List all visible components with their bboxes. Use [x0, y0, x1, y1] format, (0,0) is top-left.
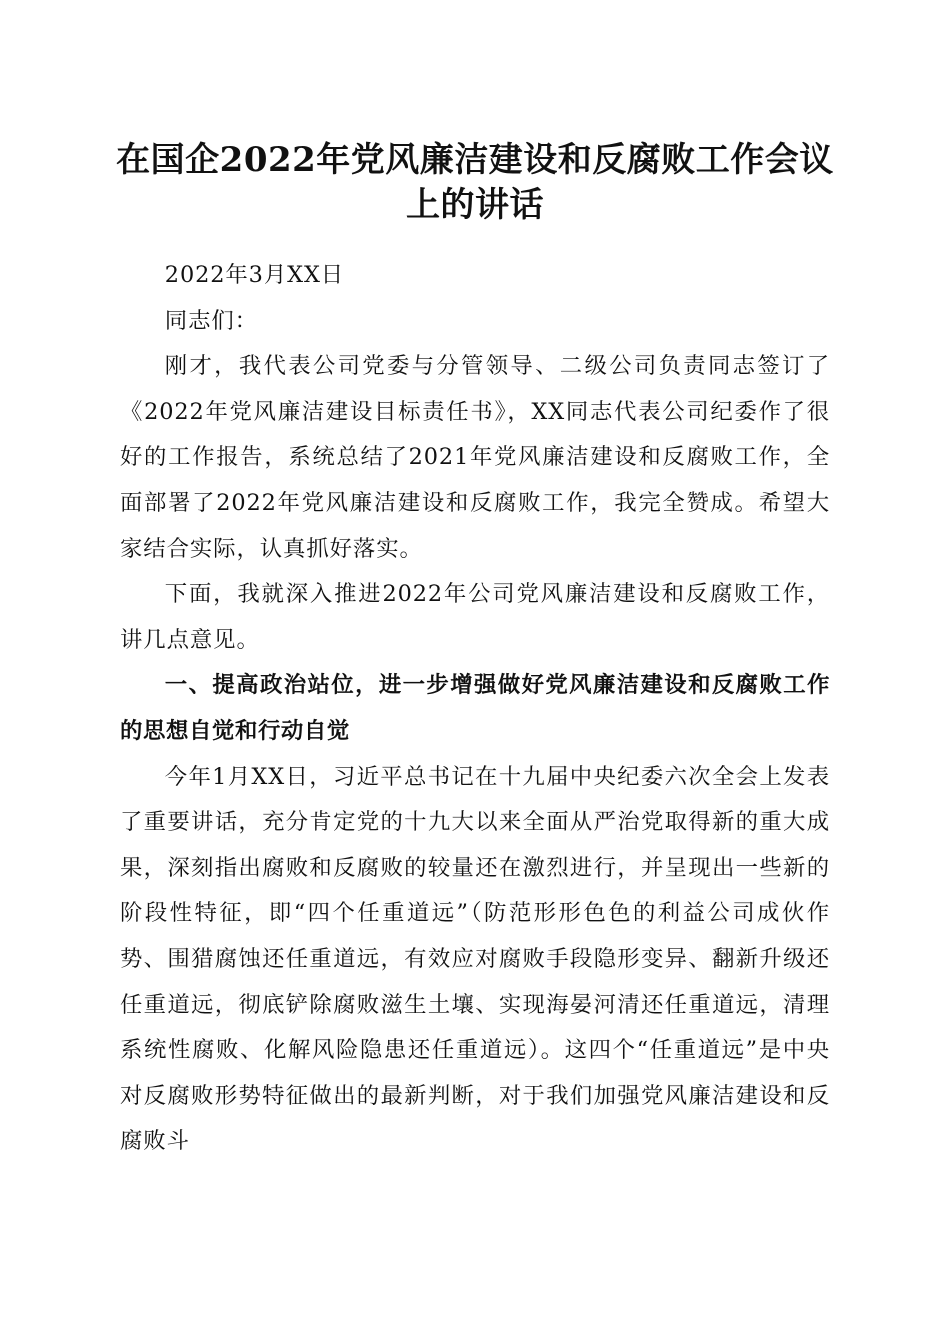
date-line: 2022年3月XX日: [164, 262, 345, 288]
paragraph-opening: 刚才，我代表公司党委与分管领导、二级公司负责同志签订了《2022年党风廉洁建设目标责任书》，XX同志代表公司纪委作了很好的工作报告，系统总结了2021年党风廉洁建设和反腐败工作，全面部署了2022年党风廉洁建设和反腐败工作，我完全赞成。希望大家结合实际，认真抓好落实。: [120, 353, 830, 562]
salutation: 同志们：: [164, 307, 258, 334]
paragraph-intro: 下面，我就深入推进2022年公司党风廉洁建设和反腐败工作，讲几点意见。: [120, 581, 830, 653]
section-heading-1: 一、提高政治站位，进一步增强做好党风廉洁建设和反腐败工作的思想自觉和行动自觉: [120, 672, 830, 744]
paragraph-section-1: 今年1月XX日，习近平总书记在十九届中央纪委六次全会上发表了重要讲话，充分肯定党的十九大以来全面从严治党取得新的重大成果，深刻指出腐败和反腐败的较量还在激烈进行，并呈现出一些新的阶段性特征，即“四个任重道远”（防范形形色色的利益公司成伙作势、围猎腐蚀还任重道远，有效应对腐败手段隐形变异、翻新升级还任重道远，彻底铲除腐败滋生土壤、实现海晏河清还任重道远，清理系统性腐败、化解风险隐患还任重道远）。这四个“任重道远”是中央对反腐败形势特征做出的最新判断，对于我们加强党风廉洁建设和反腐败斗: [120, 763, 830, 1155]
document-title: 在国企2022年党风廉洁建设和反腐败工作会议上的讲话: [116, 140, 834, 225]
document-body: [120, 253, 830, 1165]
